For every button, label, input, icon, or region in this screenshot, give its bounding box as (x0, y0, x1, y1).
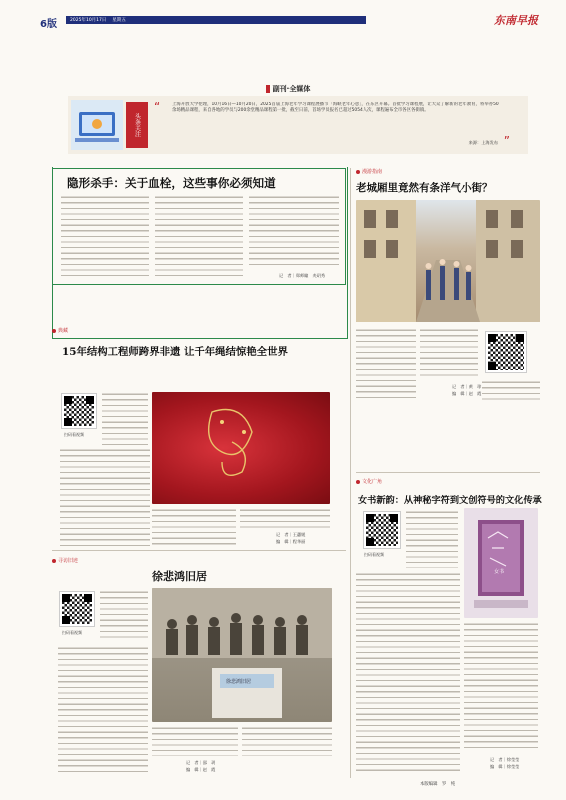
page-header (18, 10, 548, 36)
quote-mark-icon: “ (154, 100, 161, 114)
focus-source: 来源：上海发布 (468, 140, 498, 145)
xu-byline-2: 编 辑｜赵 霞 (186, 767, 216, 772)
column-divider (350, 168, 351, 778)
engineer-col-2 (60, 448, 150, 548)
nushu-col-3 (464, 622, 538, 752)
nushu-title: 女书新韵：从神秘字符到文创符号的文化传承 (358, 495, 542, 506)
focus-panel (68, 96, 528, 154)
nushu-qr-code[interactable] (364, 512, 400, 548)
focus-badge (126, 102, 148, 148)
xu-title: 徐悲鸿旧居 (152, 570, 207, 583)
xu-plaque-text: 徐悲鸿旧居 (226, 679, 252, 685)
alley-col-2 (420, 328, 478, 378)
nushu-book-photo (464, 508, 538, 618)
alley-byline-2: 编 辑｜赵 霞 (452, 391, 482, 396)
xu-col-3 (242, 726, 332, 756)
thrombus-article (52, 168, 346, 285)
thrombus-col-1 (61, 195, 149, 279)
nushu-qr-label: 扫码看视频 (364, 552, 384, 557)
alley-col-1 (356, 328, 416, 402)
nushu-col-1 (406, 510, 458, 568)
xu-byline-1: 记 者｜邵 玥 (186, 760, 216, 765)
page-number: 6版 (40, 19, 57, 30)
alley-title: 老城厢里竟然有条洋气小街？ (356, 182, 493, 194)
engineer-byline-1: 记 者｜王蕙媛 (276, 532, 306, 537)
engineer-title: 15年结构工程师跨界非遗 让千年绳结惊艳全世界 (62, 346, 288, 358)
thrombus-col-2 (155, 195, 243, 279)
engineer-qr-label: 扫码看视频 (64, 432, 84, 437)
masthead-logo: 东南早报 (494, 14, 538, 27)
focus-body: 上海开放大学伦理，10月16日—10月20日，2025首届上海老年学习课程展播节「海峡老年心意」，在东区开幕。首批学习课程展，让大众了解新的老年教育，将举办50余场精品课程，来自各地的学员与200余堂精品课程第一批，截至日前，首场学员报名已超过5054人次，课程遍布全市各区各街镇。 (172, 102, 499, 114)
xu-photo (152, 588, 332, 722)
header-date-bar (66, 16, 366, 24)
engineer-col-1 (102, 392, 148, 446)
xu-qr-code[interactable] (60, 592, 94, 626)
thrombus-col-3 (249, 195, 339, 265)
alley-byline-1: 记 者｜黄 琼 (452, 384, 482, 389)
alley-photo (356, 200, 540, 322)
engineer-col-3 (240, 508, 330, 530)
engineer-qr-code[interactable] (62, 394, 96, 428)
row-divider (52, 550, 346, 551)
focus-badge-text: 头条关注 (133, 113, 141, 137)
thrombus-byline: 记 者｜郑师瞳 麦玥秀 (279, 273, 326, 278)
page-editor: 本版编辑 罗 纯 (420, 782, 456, 787)
section-title-text: 副刊·全媒体 (272, 85, 311, 93)
engineer-byline-2: 编 辑｜程华丽 (276, 539, 306, 544)
alley-article (356, 168, 540, 406)
alley-qr-code[interactable] (486, 332, 526, 372)
header-weekday: 星期五 (112, 18, 126, 23)
xu-caption (152, 726, 238, 756)
xu-col-2 (58, 646, 148, 776)
quote-close-icon: ” (503, 134, 510, 148)
nushu-tag: 文化广角 (356, 478, 382, 485)
engineer-caption (152, 508, 236, 546)
alley-col-3 (482, 380, 540, 400)
thrombus-title: 隐形杀手：关于血栓，这些事你必须知道 (67, 176, 276, 190)
nushu-byline-1: 记 者｜徐莹莹 (490, 757, 520, 762)
nushu-col-2 (356, 572, 460, 772)
section-title (228, 82, 348, 96)
xu-tag: 寻访旧迹 (52, 557, 78, 564)
alley-tag: 漫游指南 (356, 168, 382, 175)
xu-qr-label: 扫码看视频 (62, 630, 82, 635)
xu-col-1 (100, 590, 148, 642)
focus-illustration (71, 100, 123, 150)
nushu-byline-2: 编 辑｜徐莹莹 (490, 764, 520, 769)
header-date: 2025年10月17日 (70, 18, 107, 23)
row-divider-right (356, 472, 540, 473)
nushu-book-text: 女书 (494, 569, 505, 575)
engineer-photo (152, 392, 330, 504)
engineer-tag: 典藏 (52, 327, 68, 334)
